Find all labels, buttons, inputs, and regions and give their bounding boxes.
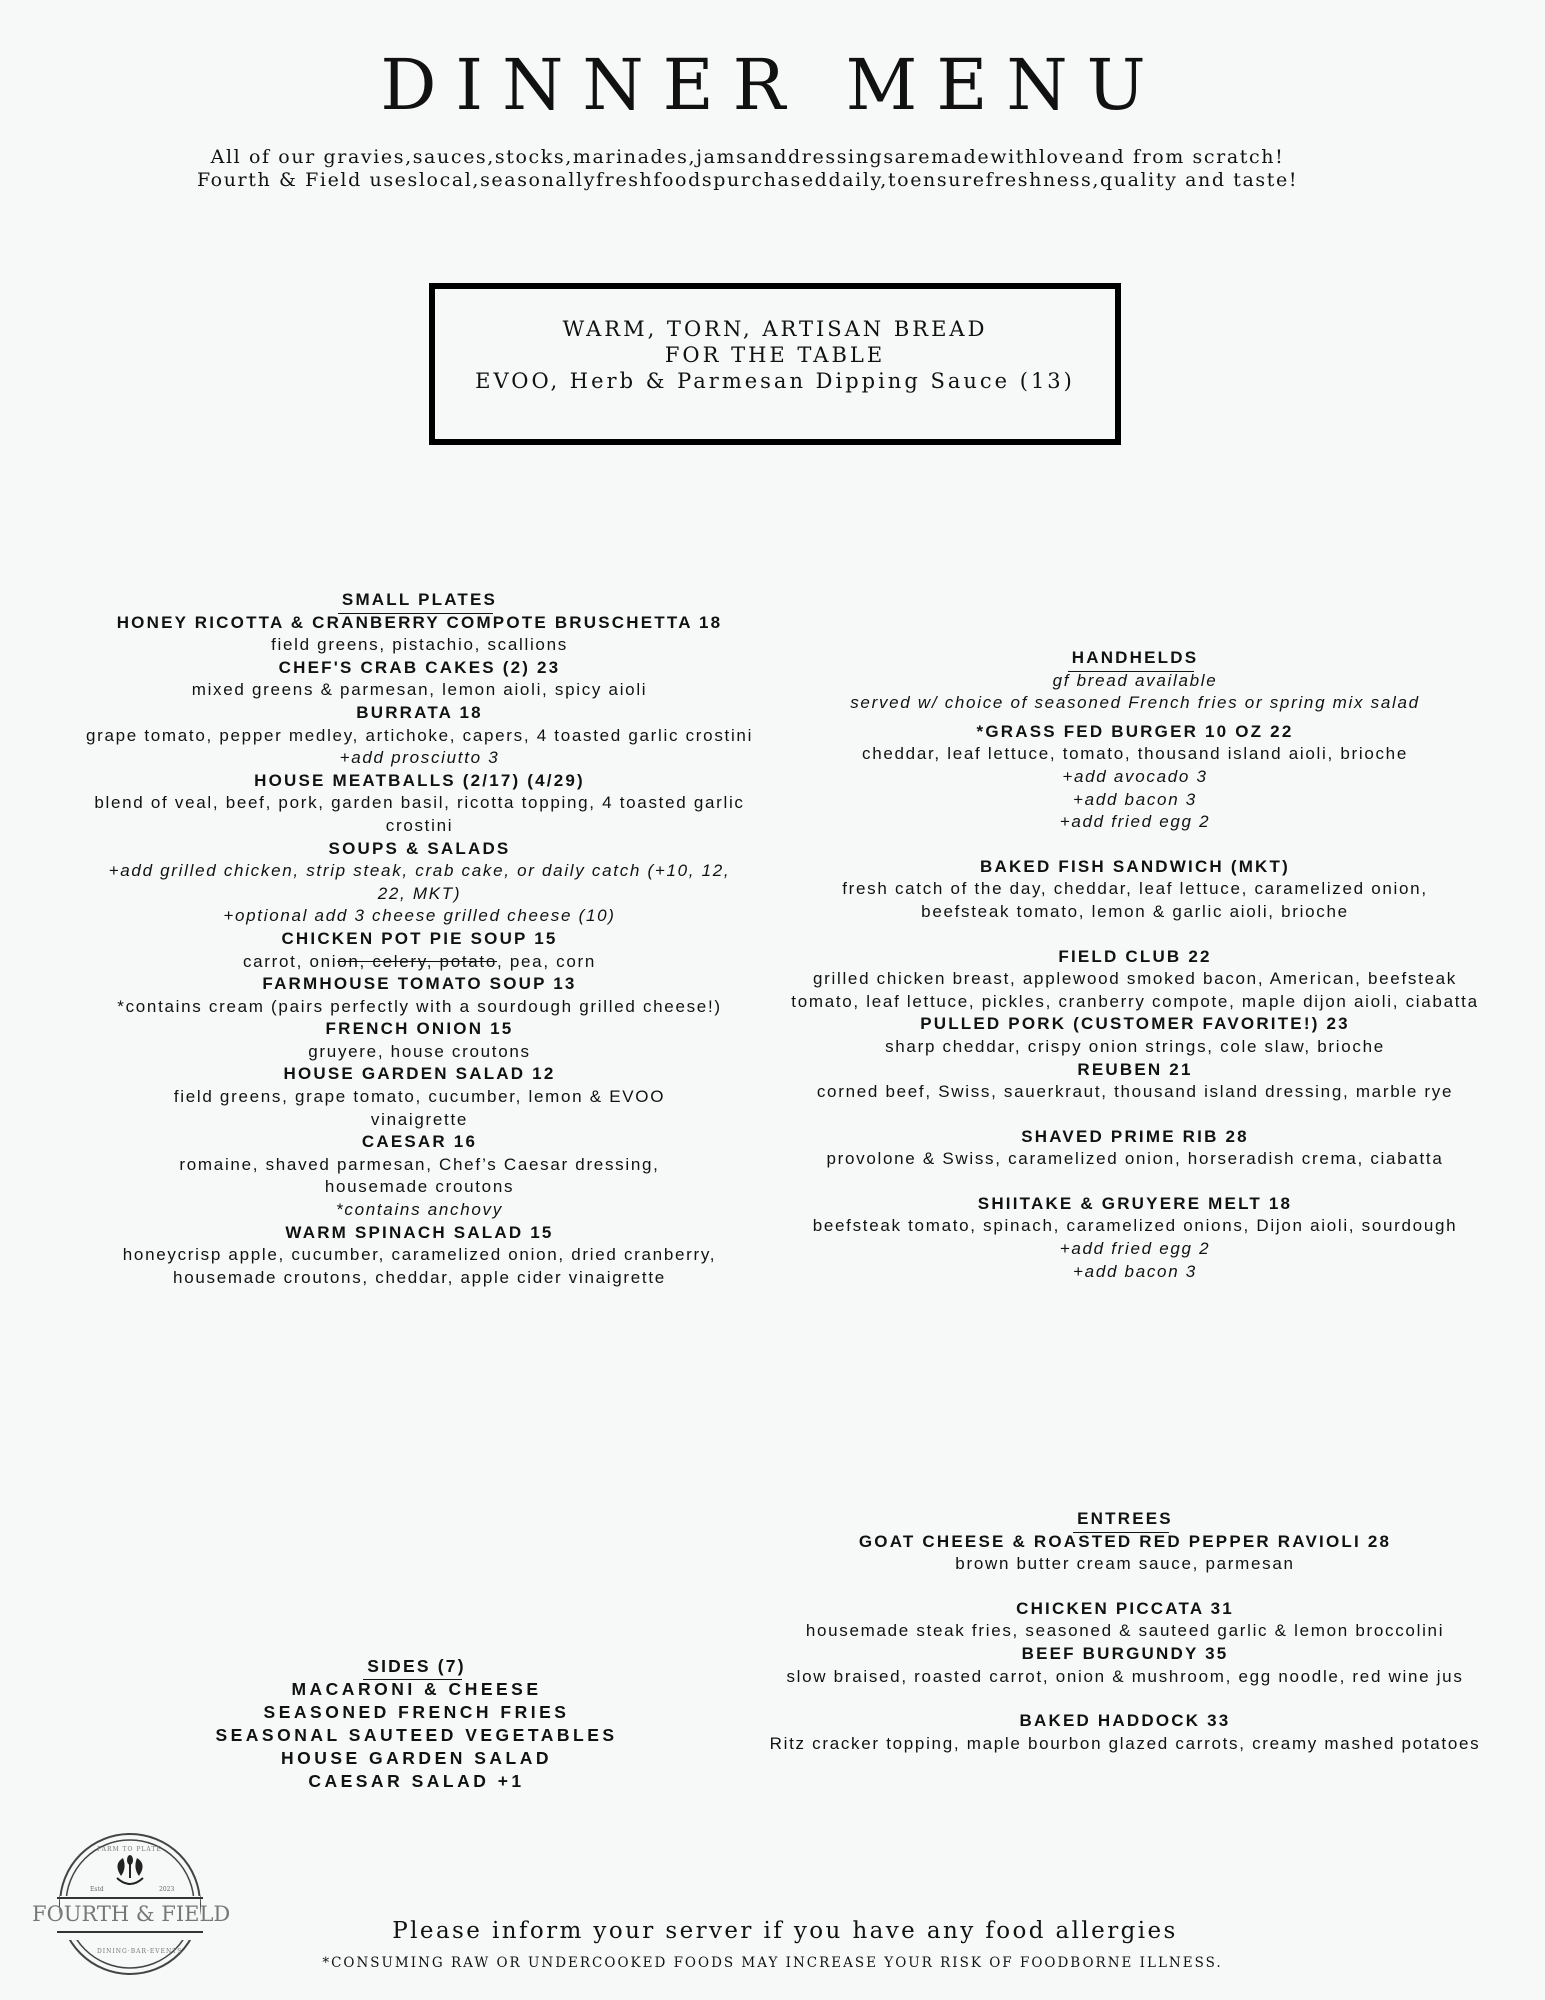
menu-item-name: HOUSE MEATBALLS (2/17) (4/29): [254, 770, 585, 790]
menu-item-addon: +add avocado 3: [1062, 766, 1208, 786]
entrees-section: [735, 1508, 1515, 1755]
allergy-notice: [0, 1918, 1545, 1944]
menu-item-desc: grilled chicken breast, applewood smoked bacon, American, beefsteak tomato, leaf lettuce, pickles, cranberry compote, maple dijon aioli, ciabatta: [791, 969, 1479, 1011]
side-item: SEASONED FRENCH FRIES: [263, 1702, 570, 1722]
side-item: HOUSE GARDEN SALAD: [280, 1748, 553, 1768]
menu-item-addon: +add bacon 3: [1073, 1261, 1197, 1281]
menu-item-desc: mixed greens & parmesan, lemon aioli, spicy aioli: [191, 680, 648, 700]
menu-item-desc: honeycrisp apple, cucumber, caramelized onion, dried cranberry, housemade croutons, cheddar, apple cider vinaigrette: [122, 1245, 717, 1287]
menu-item-desc: fresh catch of the day, cheddar, leaf lettuce, caramelized onion, beefsteak tomato, lemon & garlic aioli, brioche: [842, 879, 1428, 921]
bread-feature-box: [429, 283, 1121, 445]
section-title-small-plates: SMALL PLATES: [342, 589, 497, 612]
bread-desc: EVOO, Herb & Parmesan Dipping Sauce (13): [475, 369, 1075, 393]
menu-item-name: SHIITAKE & GRUYERE MELT 18: [977, 1193, 1293, 1213]
menu-item-name: HONEY RICOTTA & CRANBERRY COMPOTE BRUSCHETTA 18: [116, 612, 723, 632]
menu-item-desc: Ritz cracker topping, maple bourbon glazed carrots, creamy mashed potatoes: [769, 1733, 1481, 1753]
menu-item-desc: romaine, shaved parmesan, Chef’s Caesar dressing, housemade croutons: [179, 1154, 660, 1197]
menu-item-addon: +add bacon 3: [1073, 789, 1197, 809]
menu-item-name: BAKED HADDOCK 33: [1019, 1711, 1231, 1731]
intro-text: [0, 146, 1545, 192]
menu-item-addon: +add fried egg 2: [1059, 1239, 1211, 1259]
soups-salads-note: +add grilled chicken, strip steak, crab cake, or daily catch (+10, 12, 22, MKT): [108, 861, 731, 903]
menu-item-desc: sharp cheddar, crispy onion strings, cole slaw, brioche: [885, 1036, 1385, 1056]
menu-item-name: HOUSE GARDEN SALAD 12: [283, 1064, 556, 1084]
menu-item-desc: blend of veal, beef, pork, garden basil, ricotta topping, 4 toasted garlic crostini: [94, 793, 745, 835]
bread-subtitle: FOR THE TABLE: [664, 343, 886, 367]
section-title-handhelds: HANDHELDS: [1072, 647, 1199, 670]
desc-text: carrot, oni: [242, 951, 338, 971]
menu-item-name: SHAVED PRIME RIB 28: [1021, 1126, 1249, 1146]
side-item: CAESAR SALAD +1: [308, 1771, 525, 1791]
sides-section: [200, 1655, 633, 1793]
menu-item-desc: cheddar, leaf lettuce, tomato, thousand island aioli, brioche: [862, 744, 1408, 764]
small-plates-section: [62, 589, 777, 1289]
section-title-entrees: ENTREES: [1077, 1508, 1173, 1531]
logo-estd-year: 2023: [159, 1886, 175, 1893]
menu-item-name: GOAT CHEESE & ROASTED RED PEPPER RAVIOLI 28: [858, 1531, 1392, 1551]
menu-item-name: CHEF'S CRAB CAKES (2) 23: [278, 657, 561, 677]
section-title-soups-salads: SOUPS & SALADS: [328, 838, 511, 858]
menu-item-name: *GRASS FED BURGER 10 OZ 22: [976, 721, 1294, 741]
intro-line: All of our gravies,sauces,stocks,marinades,jamsanddressingsaremadewithloveand from scratch!: [210, 146, 1285, 168]
menu-item-addon: +add prosciutto 3: [339, 748, 500, 768]
menu-item-name: FARMHOUSE TOMATO SOUP 13: [262, 974, 577, 994]
desc-text: , pea, corn: [497, 951, 597, 971]
bread-title: WARM, TORN, ARTISAN BREAD: [562, 317, 988, 341]
menu-item-name: CHICKEN PICCATA 31: [1016, 1598, 1234, 1618]
menu-item-name: WARM SPINACH SALAD 15: [285, 1222, 554, 1242]
logo-estd-label: Estd: [90, 1886, 104, 1893]
menu-item-desc: corned beef, Swiss, sauerkraut, thousand island dressing, marble rye: [816, 1082, 1454, 1102]
menu-item-desc: brown butter cream sauce, parmesan: [955, 1554, 1295, 1574]
menu-item-desc: *contains cream (pairs perfectly with a sourdough grilled cheese!): [117, 996, 722, 1016]
logo-brand-name: FOURTH & FIELD: [32, 1902, 231, 1926]
menu-item-name: FIELD CLUB 22: [1058, 946, 1212, 966]
logo-top-arc-text: FARM TO PLATE: [97, 1846, 162, 1853]
logo-bottom-arc-text: DINING·BAR·EVENTS: [97, 1948, 183, 1955]
menu-item-addon: +add fried egg 2: [1059, 812, 1211, 832]
menu-item-desc: field greens, pistachio, scallions: [271, 635, 568, 655]
struck-text: on, celery, potato: [337, 951, 498, 971]
menu-item-name: BURRATA 18: [356, 702, 483, 722]
side-item: MACARONI & CHEESE: [291, 1679, 542, 1699]
section-title-sides: SIDES (7): [367, 1656, 466, 1676]
menu-item-desc: field greens, grape tomato, cucumber, lemon & EVOO vinaigrette: [173, 1087, 666, 1129]
menu-item-desc: housemade steak fries, seasoned & sauteed garlic & lemon broccolini: [805, 1621, 1445, 1641]
menu-item-note: *contains anchovy: [336, 1200, 503, 1220]
handhelds-section: [790, 647, 1480, 1283]
soups-salads-note: +optional add 3 cheese grilled cheese (10): [223, 906, 616, 926]
menu-item-name: PULLED PORK (CUSTOMER FAVORITE!) 23: [920, 1014, 1350, 1034]
menu-item-name: CAESAR 16: [361, 1132, 478, 1152]
raw-food-warning: *CONSUMING RAW OR UNDERCOOKED FOODS MAY INCREASE YOUR RISK OF FOODBORNE ILLNESS.: [322, 1955, 1223, 1971]
menu-item-name: BAKED FISH SANDWICH (MKT): [980, 856, 1290, 876]
handhelds-note: served w/ choice of seasoned French fries or spring mix salad: [850, 693, 1420, 713]
menu-item-desc: grape tomato, pepper medley, artichoke, capers, 4 toasted garlic crostini: [85, 725, 754, 745]
menu-item-desc: beefsteak tomato, spinach, caramelized onions, Dijon aioli, sourdough: [812, 1216, 1458, 1236]
menu-item-name: CHICKEN POT PIE SOUP 15: [281, 928, 558, 948]
menu-item-name: FRENCH ONION 15: [325, 1019, 514, 1039]
handhelds-note: gf bread available: [1052, 670, 1218, 690]
menu-item-desc: [62, 951, 777, 974]
menu-item-name: REUBEN 21: [1077, 1059, 1193, 1079]
menu-item-name: BEEF BURGUNDY 35: [1021, 1643, 1229, 1663]
menu-item-desc: gruyere, house croutons: [308, 1041, 531, 1061]
menu-item-desc: provolone & Swiss, caramelized onion, horseradish crema, ciabatta: [826, 1149, 1444, 1169]
page-title: DINNER MENU: [380, 44, 1165, 126]
side-item: SEASONAL SAUTEED VEGETABLES: [215, 1725, 618, 1745]
menu-item-desc: slow braised, roasted carrot, onion & mushroom, egg noodle, red wine jus: [786, 1666, 1464, 1686]
intro-line: Fourth & Field useslocal,seasonallyfreshfoodspurchaseddaily,toensurefreshness,quality and taste!: [196, 169, 1299, 191]
allergy-text: Please inform your server if you have any food allergies: [392, 1918, 1178, 1944]
